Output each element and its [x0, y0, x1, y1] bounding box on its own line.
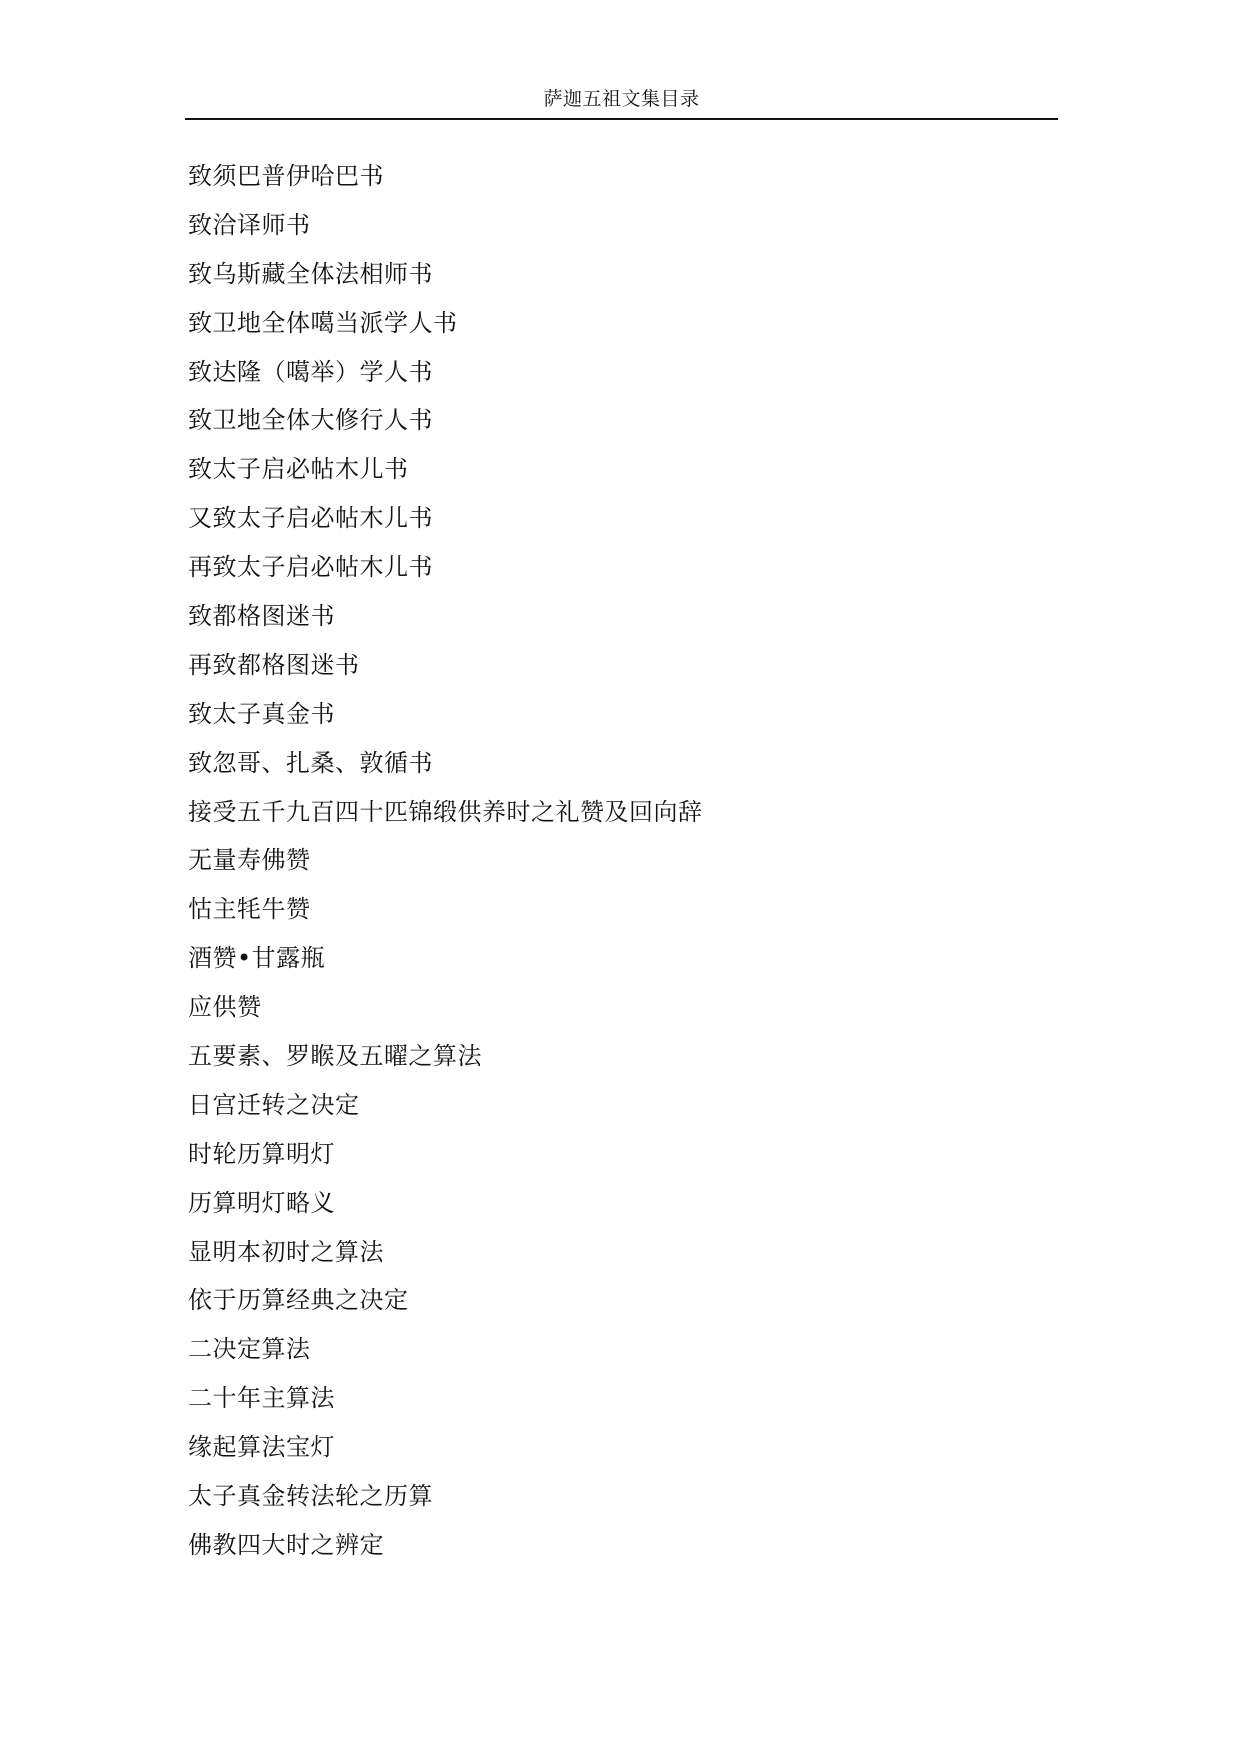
table-of-contents — [188, 152, 703, 1570]
toc-entry: 显明本初时之算法 — [188, 1237, 384, 1266]
toc-entry: 五要素、罗睺及五曜之算法 — [188, 1042, 482, 1071]
toc-entry: 致乌斯藏全体法相师书 — [188, 259, 433, 288]
toc-entry: 二十年主算法 — [188, 1384, 335, 1413]
toc-entry: 历算明灯略义 — [188, 1188, 335, 1217]
toc-entry: 再致都格图迷书 — [188, 650, 360, 679]
toc-entry: 怙主牦牛赞 — [188, 895, 311, 924]
toc-entry: 致须巴普伊哈巴书 — [188, 162, 384, 190]
page-header — [185, 84, 1058, 120]
toc-entry: 致达隆（噶举）学人书 — [188, 357, 433, 386]
toc-entry: 致卫地全体噶当派学人书 — [188, 308, 458, 337]
toc-entry: 再致太子启必帖木儿书 — [188, 553, 433, 582]
toc-entry: 缘起算法宝灯 — [188, 1433, 335, 1462]
page-header-title: 萨迦五祖文集目录 — [543, 88, 700, 110]
toc-entry: 酒赞•甘露瓶 — [188, 944, 326, 973]
toc-entry: 致都格图迷书 — [188, 602, 335, 631]
toc-entry: 时轮历算明灯 — [188, 1139, 335, 1168]
toc-entry: 致太子真金书 — [188, 699, 335, 728]
toc-entry: 二决定算法 — [188, 1335, 311, 1364]
toc-entry: 致太子启必帖木儿书 — [188, 455, 409, 484]
toc-entry: 又致太子启必帖木儿书 — [188, 504, 433, 533]
toc-entry: 致忽哥、扎桑、敦循书 — [188, 748, 433, 777]
toc-entry: 依于历算经典之决定 — [188, 1286, 409, 1315]
toc-entry: 致洽译师书 — [188, 210, 311, 239]
toc-entry: 佛教四大时之辨定 — [188, 1530, 384, 1559]
toc-entry: 太子真金转法轮之历算 — [188, 1482, 433, 1511]
toc-entry: 致卫地全体大修行人书 — [188, 406, 433, 435]
toc-entry: 应供赞 — [188, 993, 262, 1022]
toc-entry: 接受五千九百四十匹锦缎供养时之礼赞及回向辞 — [188, 797, 703, 826]
toc-entry: 无量寿佛赞 — [188, 846, 311, 875]
toc-entry: 日宫迁转之决定 — [188, 1090, 360, 1119]
